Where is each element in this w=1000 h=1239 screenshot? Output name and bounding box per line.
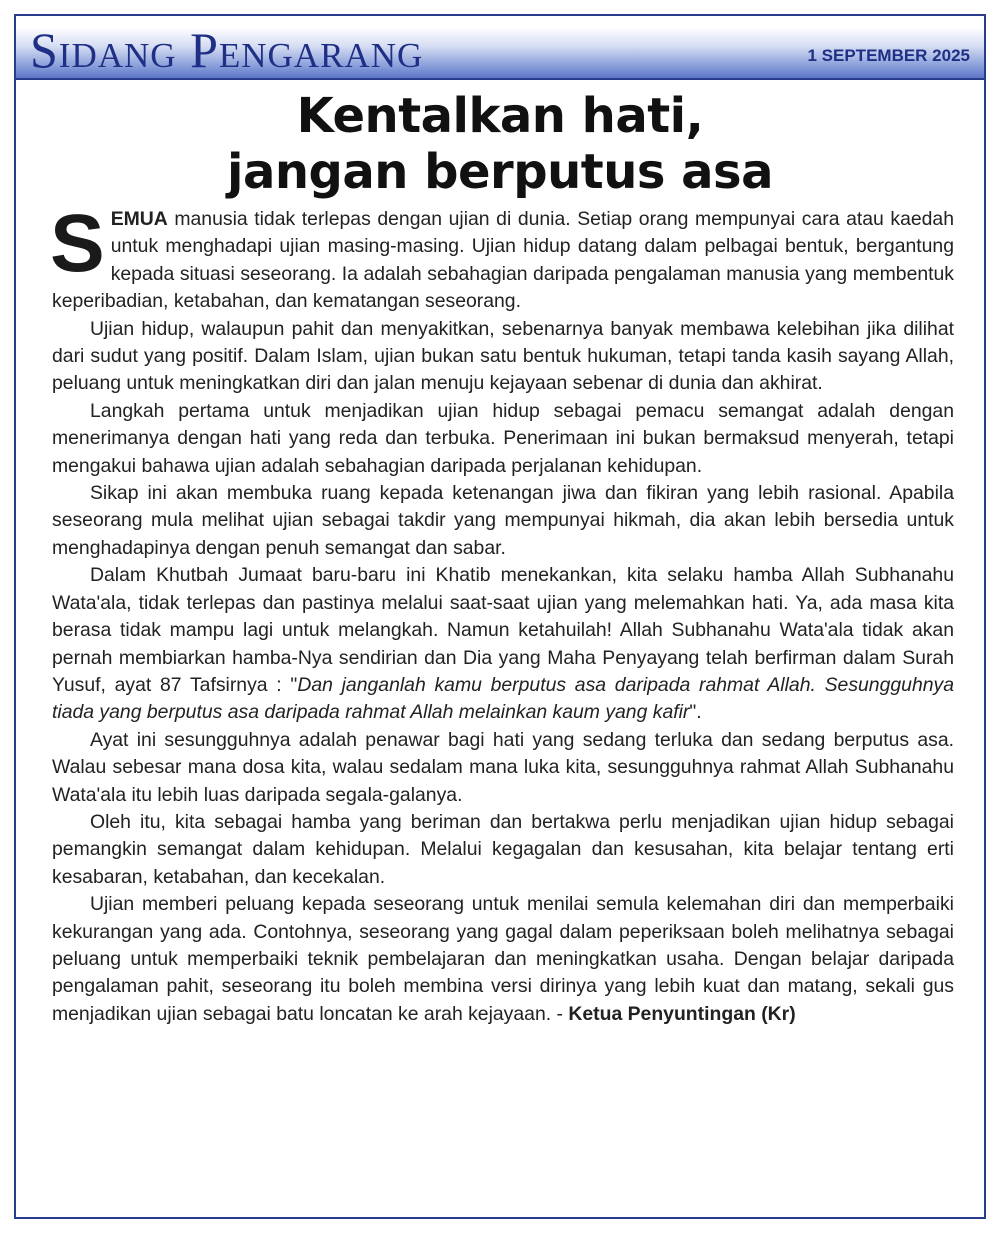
article-body <box>50 198 954 1028</box>
quran-quote: Dan janganlah kamu berputus asa daripada rahmat Allah. Sesungguhnya tiada yang berputus asa daripada rahmat Allah melainkan kaum yang kafir <box>52 673 954 724</box>
paragraph-5-end: ". <box>689 701 702 724</box>
lead-word: EMUA <box>110 208 168 230</box>
paragraph-2: Ujian hidup, walaupun pahit dan menyakitkan, sebenarnya banyak membawa kelebihan jika dilihat dari sudut yang positif. Dalam Islam, ujian bukan satu bentuk hukuman, tetapi tanda kasih sayang Allah, peluang untuk meningkatkan diri dan jalan menuju kejayaan sebenar di dunia dan akhirat. <box>52 317 954 395</box>
paragraph-5 <box>52 562 954 726</box>
publication-date: 1 SEPTEMBER 2025 <box>807 46 970 65</box>
byline: Ketua Penyuntingan (Kr) <box>568 1002 796 1025</box>
paragraph-1 <box>50 198 954 316</box>
paragraph-4: Sikap ini akan membuka ruang kepada ketenangan jiwa dan fikiran yang lebih rasional. Apabila seseorang mula melihat ujian sebagai takdir yang mempunyai hikmah, dia akan lebih bersedia untuk menghadapinya dengan penuh semangat dan sabar. <box>52 482 954 559</box>
paragraph-8-text: Ujian memberi peluang kepada seseorang untuk menilai semula kelemahan diri dan memperbaiki kekurangan yang ada. Contohnya, seseorang yang gagal dalam peperiksaan boleh melihatnya sebagai peluang untuk memperbaiki teknik pembelajaran dan meningkatkan usaha. Dengan belajar daripada pengalaman pahit, seseorang itu boleh membina versi dirinya yang lebih kuat dan matang, sekali gus menjadikan ujian sebagai batu loncatan ke arah kejayaan. - <box>52 893 954 1025</box>
paragraph-7: Oleh itu, kita sebagai hamba yang beriman dan bertakwa perlu menjadikan ujian hidup sebagai pemangkin semangat dalam kehidupan. Melalui kegagalan dan kesusahan, kita belajar tentang erti kesabaran, ketabahan, dan kecekalan. <box>52 810 954 888</box>
headline-line-1: Kentalkan hati, <box>296 88 704 144</box>
paragraph-1-text: manusia tidak terlepas dengan ujian di dunia. Setiap orang mempunyai cara atau kaedah untuk menghadapi ujian masing-masing. Ujian hidup datang dalam pelbagai bentuk, bergantung kepada situasi seseorang. Ia adalah sebahagian daripada pengalaman manusia yang membentuk keperibadian, ketabahan, dan kematangan seseorang. <box>52 208 954 313</box>
editorial-frame <box>14 14 986 1219</box>
paragraph-8 <box>52 891 954 1028</box>
paragraph-3: Langkah pertama untuk menjadikan ujian hidup sebagai pemacu semangat adalah dengan menerimanya dengan hati yang reda dan terbuka. Penerimaan ini bukan bermaksud menyerah, tetapi mengakui bahawa ujian adalah sebahagian daripada perjalanan kehidupan. <box>52 399 954 477</box>
paragraph-6: Ayat ini sesungguhnya adalah penawar bagi hati yang sedang terluka dan sedang berputus asa. Walau sebesar mana dosa kita, walau sedalam mana luka kita, sesungguhnya rahmat Allah Subhanahu Wata'ala itu lebih luas daripada segala-galanya. <box>52 728 954 806</box>
headline-line-2: jangan berputus asa <box>226 144 773 200</box>
masthead-title: Sidang Pengarang <box>30 22 424 78</box>
paragraph-5-intro: Dalam Khutbah Jumaat baru-baru ini Khatib menekankan, kita selaku hamba Allah Subhanahu Wata'ala, tidak terlepas dan pastinya melalui saat-saat ujian yang melemahkan hati. Ya, ada masa kita berasa tidak mampu lagi untuk melangkah. Namun ketahuilah! Allah Subhanahu Wata'ala tidak akan pernah membiarkan hamba-Nya sendirian dan Dia yang Maha Penyayang telah berfirman dalam Surah Yusuf, ayat 87 Tafsirnya : " <box>52 564 954 696</box>
masthead-banner <box>16 16 984 80</box>
drop-cap: S <box>50 198 105 289</box>
headline <box>16 88 984 200</box>
